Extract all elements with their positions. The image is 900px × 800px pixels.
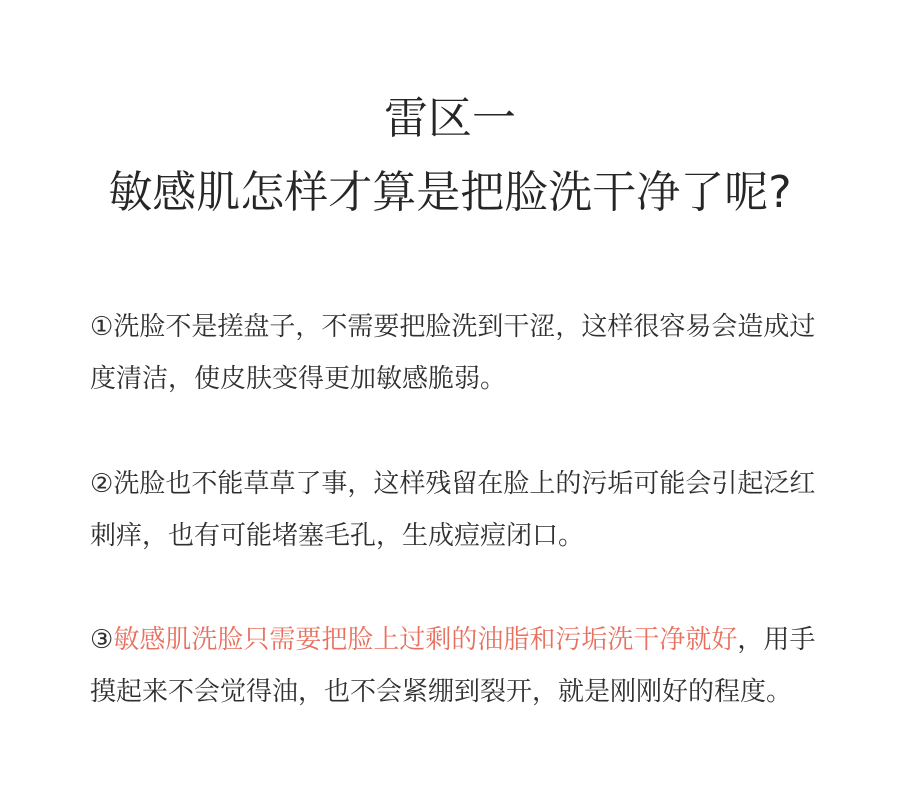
tip-highlight-3: 敏感肌洗脸只需要把脸上过剩的油脂和污垢洗干净就好 (113, 625, 738, 655)
tip-paragraph-3 (90, 614, 820, 718)
tip-number-2: ② (90, 469, 114, 499)
tip-number-3: ③ (90, 625, 114, 655)
tip-number-1: ① (90, 312, 114, 342)
tip-paragraph-1 (90, 301, 820, 405)
page-title (0, 82, 900, 230)
tip-paragraph-2 (90, 458, 820, 562)
tip-text-2: 洗脸也不能草草了事，这样残留在脸上的污垢可能会引起泛红刺痒，也有可能堵塞毛孔，生成痘痘闭口。 (90, 469, 816, 551)
tip-text-1: 洗脸不是搓盘子，不需要把脸洗到干涩，这样很容易会造成过度清洁，使皮肤变得更加敏感脆弱。 (90, 312, 816, 394)
tip-text-3: ，用手摸起来不会觉得油，也不会紧绷到裂开，就是刚刚好的程度。 (90, 625, 816, 707)
title-line-2: 敏感肌怎样才算是把脸洗干净了呢? (108, 167, 792, 218)
title-line-1: 雷区一 (384, 93, 516, 144)
